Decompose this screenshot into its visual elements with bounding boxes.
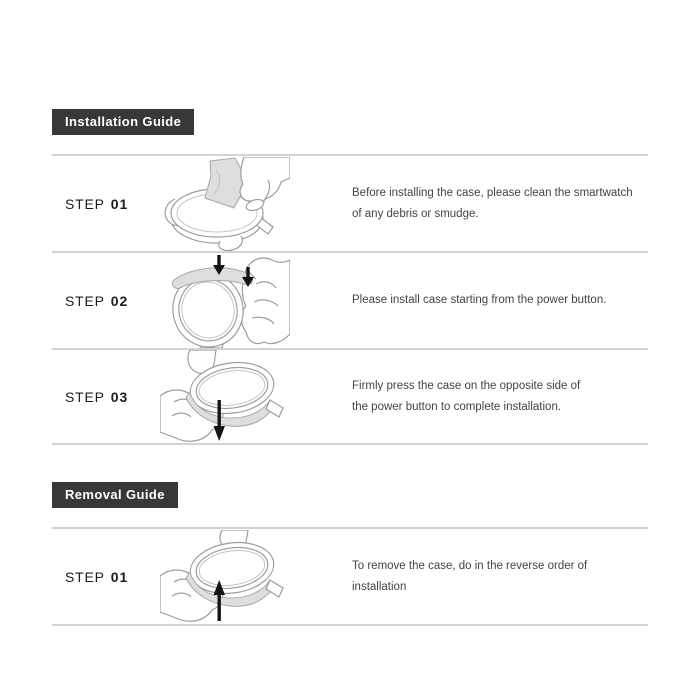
step-number: 03 (110, 388, 129, 405)
step-label (52, 389, 155, 405)
case-press-icon (160, 350, 290, 444)
case-remove-icon (160, 530, 290, 624)
description-line: To remove the case, do in the reverse order of installation (352, 559, 588, 593)
removal-steps (52, 527, 648, 626)
guide-page (52, 0, 648, 626)
press-case-illustration (155, 350, 295, 444)
step-description (295, 376, 648, 417)
step-description (295, 556, 648, 597)
installation-guide-badge: Installation Guide (52, 109, 194, 135)
installation-steps (52, 154, 648, 445)
step-label (52, 293, 155, 309)
description-line: Please install case starting from the power button. (352, 294, 607, 307)
step-number: 01 (110, 195, 129, 212)
step-description (295, 290, 648, 311)
installation-step-1-row (52, 154, 648, 251)
step-label (52, 569, 155, 585)
installation-step-3-row (52, 348, 648, 445)
installation-step-2-row (52, 251, 648, 348)
description-line: the power button to complete installation. (352, 400, 562, 413)
description-line: Before installing the case, please clean the smartwatch (352, 186, 633, 199)
removal-guide-section (52, 445, 648, 508)
step-word: STEP (65, 568, 105, 585)
watch-cleaning-icon (160, 157, 290, 251)
step-description (295, 183, 648, 224)
description-line: Firmly press the case on the opposite side of (352, 379, 581, 392)
case-install-icon (160, 254, 290, 348)
remove-case-illustration (155, 530, 295, 624)
step-number: 01 (110, 568, 129, 585)
step-word: STEP (65, 195, 105, 212)
removal-step-1-row (52, 527, 648, 626)
step-number: 02 (110, 292, 129, 309)
description-line: of any debris or smudge. (352, 207, 479, 220)
step-word: STEP (65, 388, 105, 405)
step-label (52, 196, 155, 212)
install-case-illustration (155, 254, 295, 348)
step-word: STEP (65, 292, 105, 309)
clean-smartwatch-illustration (155, 157, 295, 251)
installation-guide-section (52, 0, 648, 135)
removal-guide-badge: Removal Guide (52, 482, 178, 508)
